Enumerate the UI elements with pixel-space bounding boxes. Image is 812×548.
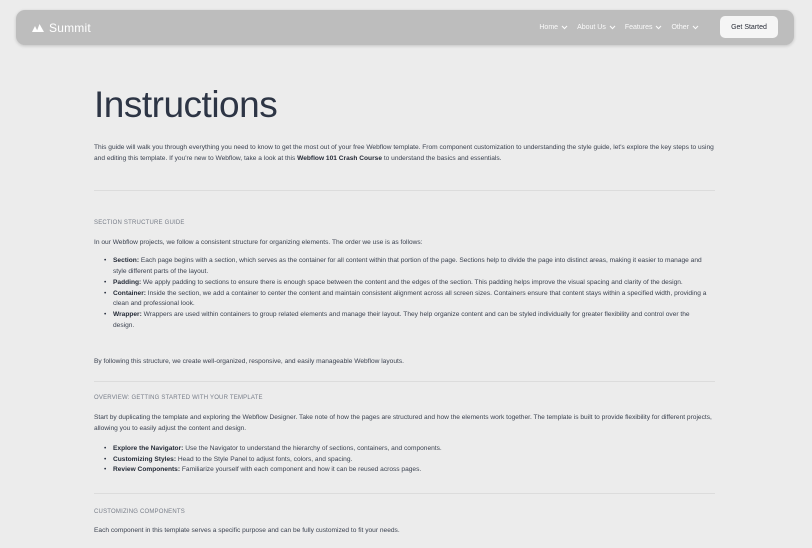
section-outro: By following this structure, we create well-organized, responsive, and easily manageable Webflow layouts. [94,358,404,365]
divider [94,190,715,191]
list-item [104,444,709,455]
list-text: Inside the section, we add a container to center the content and maintain consistent alignment across all screen sizes. Containers ensure that content stays within a specified width, providing a clean and professional look. [113,289,707,307]
nav-item-about-us[interactable] [577,24,616,31]
list-text: Head to the Style Panel to adjust fonts, colors, and spacing. [176,455,353,463]
brand-logo[interactable] [32,10,91,45]
get-started-button[interactable]: Get Started [720,16,778,38]
section-heading: CUSTOMIZING COMPONENTS [94,509,185,515]
chevron-down-icon [609,25,616,30]
intro-paragraph [94,142,715,164]
list-term: Padding: [113,278,142,286]
mountain-logo-icon [32,23,44,32]
section-lead: Each component in this template serves a specific purpose and can be fully customized to fit your needs. [94,527,400,534]
section-lead: In our Webflow projects, we follow a consistent structure for organizing elements. The order we use is as follows: [94,239,423,246]
list-term: Review Components: [113,466,181,473]
nav-item-label: Other [671,24,689,31]
divider [94,381,715,382]
structure-list [104,256,709,332]
chevron-down-icon [655,25,662,30]
section-heading: OVERVIEW: GETTING STARTED WITH YOUR TEMPLATE [94,395,263,401]
list-item [104,256,709,277]
nav-item-home[interactable] [539,24,568,31]
section-heading: SECTION STRUCTURE GUIDE [94,220,185,226]
list-item [104,455,709,466]
nav-item-label: Features [624,24,653,31]
navbar [16,10,794,45]
intro-text-end: to understand the basics and essentials. [381,155,502,162]
list-text: Familiarize yourself with each component and how it can be reused across pages. [180,466,422,473]
main-menu [530,10,699,45]
getting-started-list [104,444,709,476]
list-term: Container: [113,289,146,297]
list-item [104,278,709,289]
list-text: We apply padding to sections to ensure there is enough space between the content and the edges of the section. This padding helps improve the visual spacing and clarity of the design. [141,278,683,286]
nav-item-features[interactable] [625,24,663,31]
list-item [104,465,709,476]
nav-item-label: Home [539,24,559,31]
chevron-down-icon [692,25,699,30]
page-title: Instructions [94,84,278,125]
nav-item-other[interactable] [671,24,699,31]
list-text: Each page begins with a section, which serves as the container for all content within that portion of the page. Sections help to divide the page into distinct areas, making it easier to manage and style different parts of the layout. [113,257,702,275]
crash-course-link[interactable]: Webflow 101 Crash Course [297,155,382,162]
intro-text: This guide will walk you through everything you need to know to get the most out of your free Webflow template. From component customization to understanding the style guide, let's explore the key steps to using and editing this template. If you're new to Webflow, take a look at this [94,144,714,162]
section-lead: Start by duplicating the template and exploring the Webflow Designer. Take note of how the pages are structured and how the elements work together. The template is built to provide flexibility for different projects, allowing you to easily adjust the content and design. [94,414,712,432]
list-item [104,289,709,310]
list-term: Wrapper: [113,311,142,318]
nav-item-label: About Us [577,24,606,31]
list-text: Use the Navigator to understand the hierarchy of sections, containers, and components. [183,445,442,452]
list-text: Wrappers are used within containers to group related elements and manage their layout. They help organize content and can be styled individually for greater flexibility and control over the design. [113,311,690,329]
list-term: Customizing Styles: [113,455,177,463]
list-term: Section: [113,257,140,264]
list-term: Explore the Navigator: [113,445,184,452]
list-item [104,310,709,331]
brand-name: Summit [49,20,91,35]
divider [94,493,715,494]
chevron-down-icon [561,25,568,30]
